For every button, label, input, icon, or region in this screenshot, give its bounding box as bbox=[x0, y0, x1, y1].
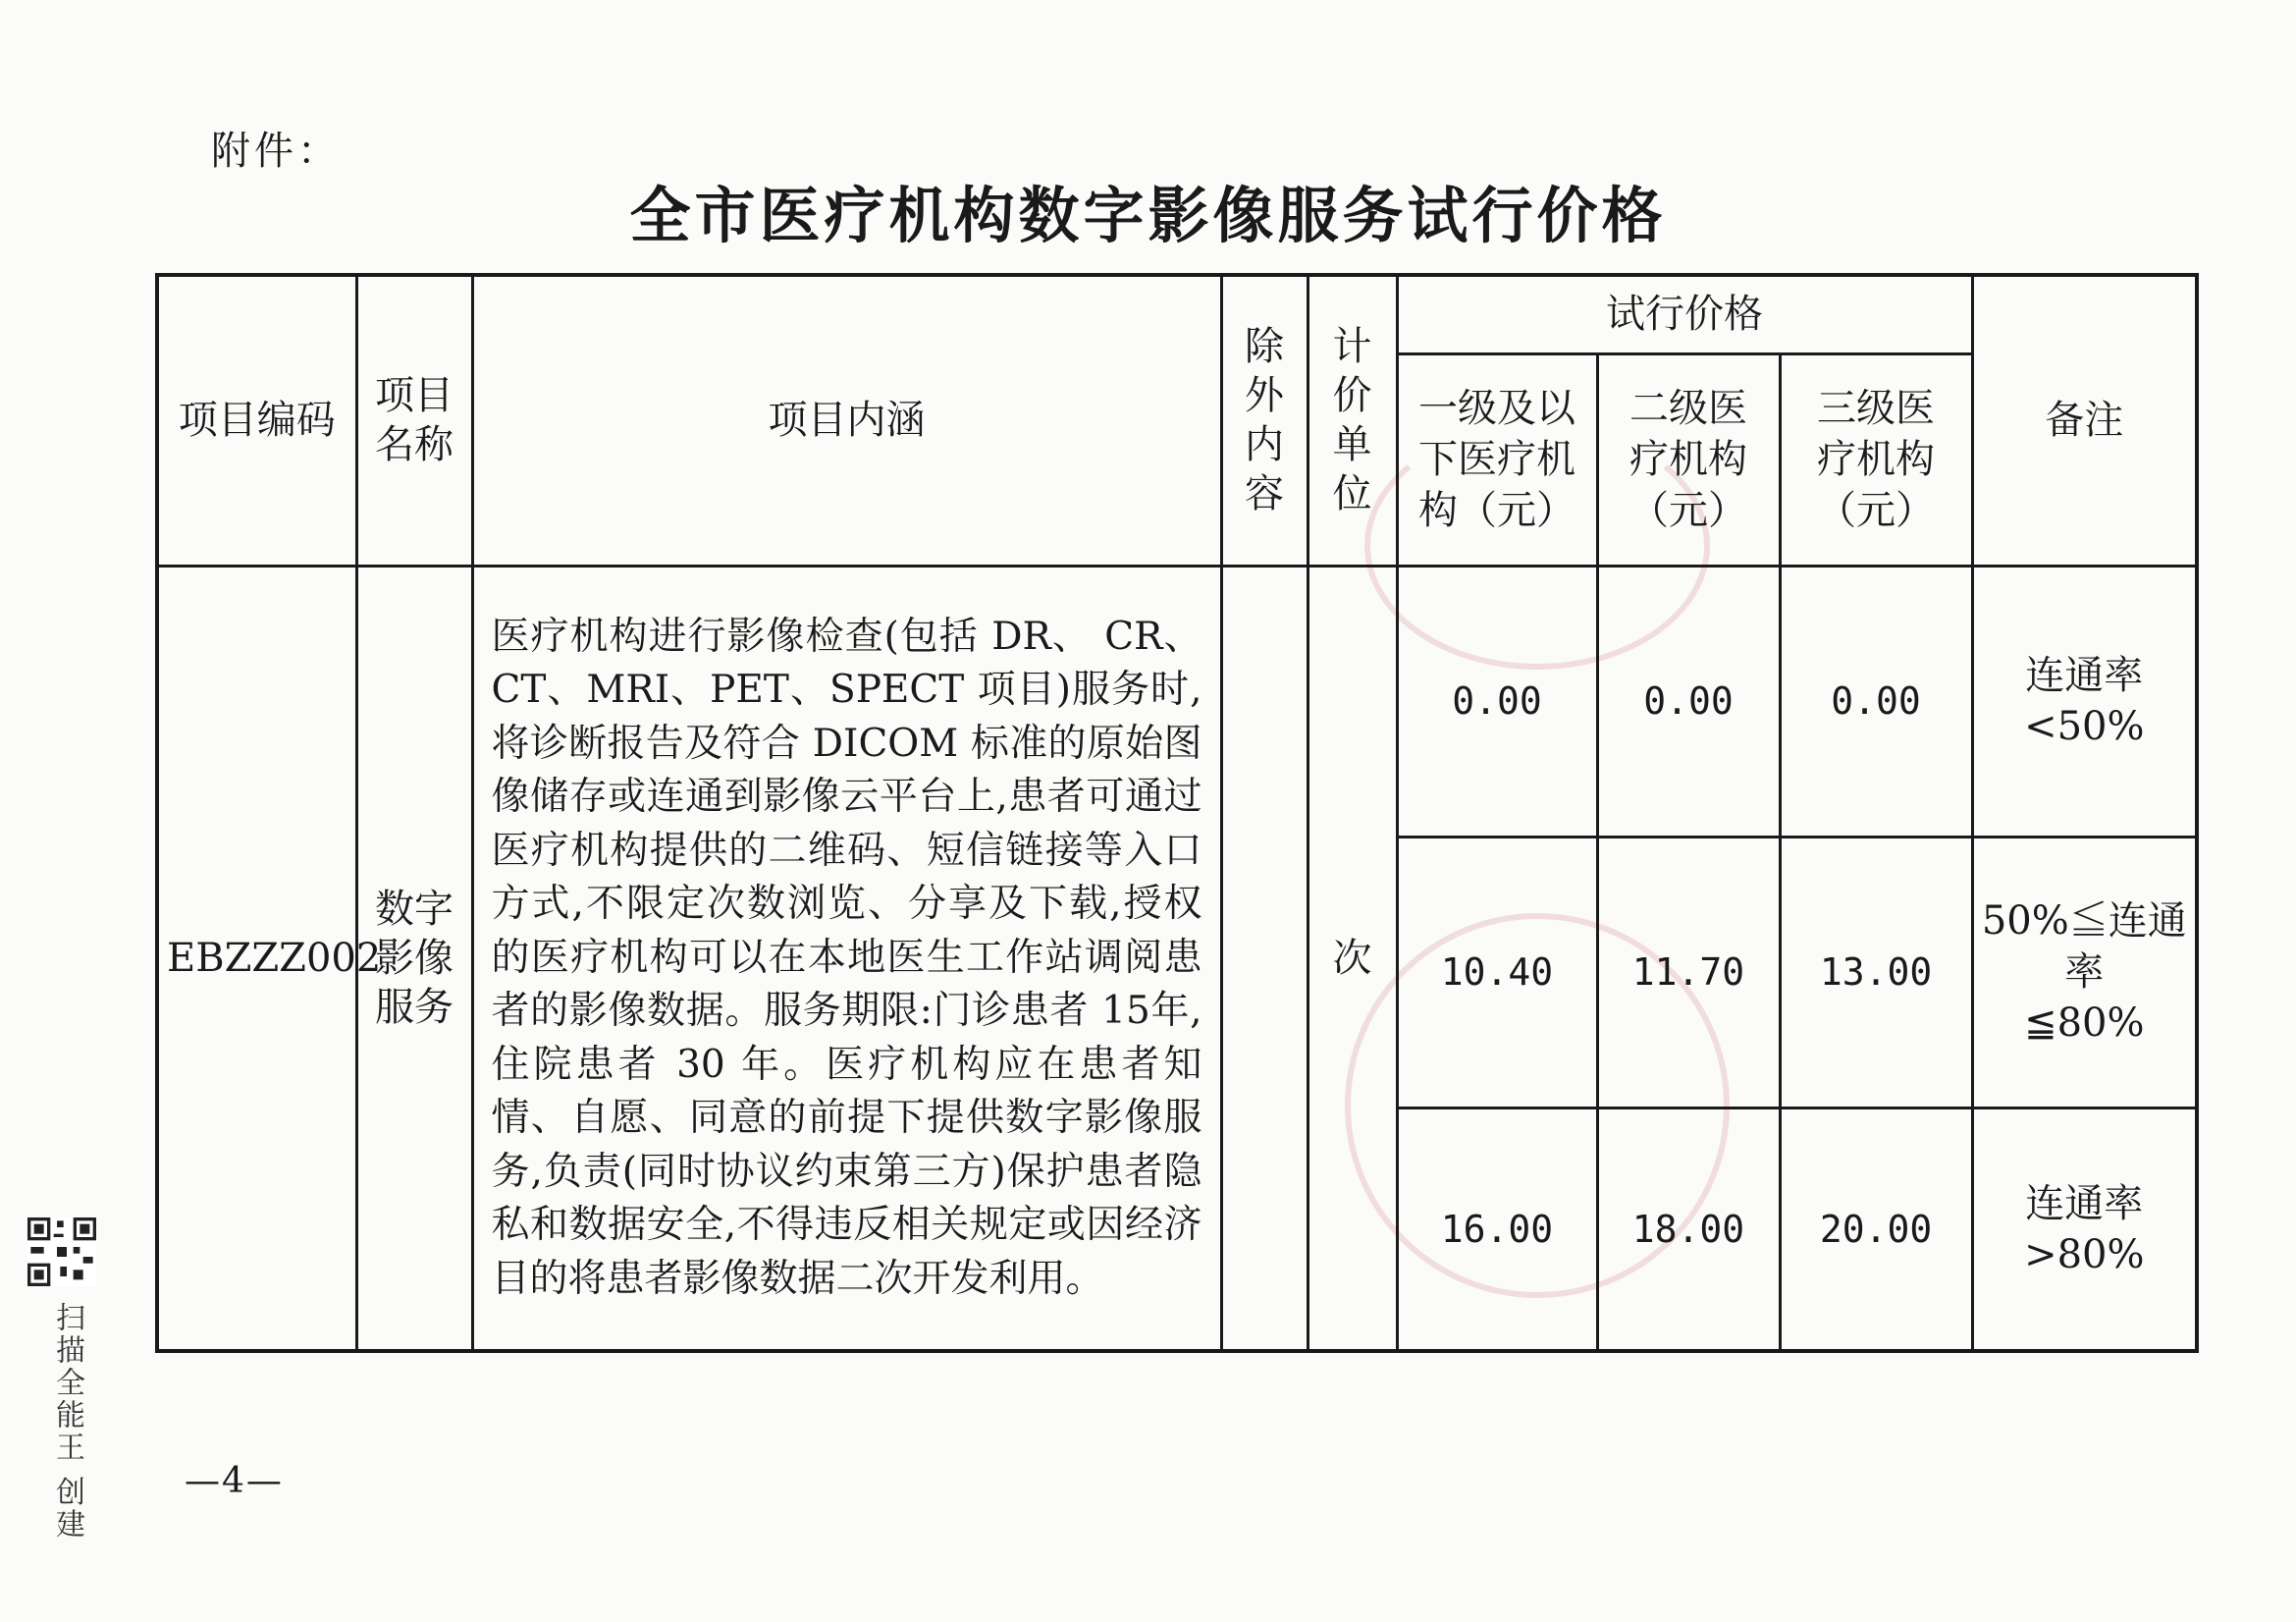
header-excluded: 除 外 内 容 bbox=[1221, 275, 1308, 566]
scanner-watermark bbox=[27, 1217, 96, 1541]
qr-code-icon bbox=[27, 1217, 96, 1286]
header-trial-price: 试行价格 bbox=[1397, 275, 1972, 353]
attachment-label: 附件： bbox=[211, 129, 341, 174]
tier-3-level1: 16.00 bbox=[1397, 1108, 1597, 1351]
cell-excluded bbox=[1221, 566, 1308, 1351]
page-number: —4— bbox=[185, 1461, 284, 1501]
price-table bbox=[155, 273, 2199, 1353]
tier-2-level3: 13.00 bbox=[1780, 837, 1972, 1108]
tier-2-level1: 10.40 bbox=[1397, 837, 1597, 1108]
tier-1-remark: 连通率<50% bbox=[1972, 566, 2197, 837]
header-unit: 计 价 单 位 bbox=[1308, 275, 1397, 566]
tier-2-remark: 50%≦连通率 ≦80% bbox=[1972, 837, 2197, 1108]
scanner-watermark-text: 扫描全能王 创建 bbox=[50, 1302, 84, 1541]
header-name: 项目 名称 bbox=[356, 275, 472, 566]
document-title: 全市医疗机构数字影像服务试行价格 bbox=[629, 180, 1667, 251]
cell-content: 医疗机构进行影像检查(包括 DR、 CR、CT、MRI、PET、SPECT 项目)服务时,将诊断报告及符合 DICOM 标准的原始图像储存或连通到影像云平台上,患者可通过医疗机构提供的二维码、短信链接等入口方式,不限定次数浏览、分享及下载,授权的医疗机构可以在本地医生工作站调阅患者的影像数据。服务期限:门诊患者 15年,住院患者 30 年。医疗机构应在患者知情、自愿、同意的前提下提供数字影像服务,负责(同时协议约束第三方)保护患者隐私和数据安全,不得违反相关规定或因经济目的将患者影像数据二次开发利用。 bbox=[472, 566, 1221, 1351]
header-level3: 三级医 疗机构 （元） bbox=[1780, 353, 1972, 566]
cell-name: 数字 影像 服务 bbox=[356, 566, 472, 1351]
table-row-tier-1 bbox=[157, 566, 2197, 837]
cell-code: EBZZZ002 bbox=[157, 566, 356, 1351]
tier-1-level1: 0.00 bbox=[1397, 566, 1597, 837]
header-remark: 备注 bbox=[1972, 275, 2197, 566]
tier-3-level2: 18.00 bbox=[1597, 1108, 1780, 1351]
header-row-top bbox=[157, 275, 2197, 353]
header-code: 项目编码 bbox=[157, 275, 356, 566]
tier-1-level2: 0.00 bbox=[1597, 566, 1780, 837]
tier-1-level3: 0.00 bbox=[1780, 566, 1972, 837]
tier-3-level3: 20.00 bbox=[1780, 1108, 1972, 1351]
header-content: 项目内涵 bbox=[472, 275, 1221, 566]
tier-3-remark: 连通率>80% bbox=[1972, 1108, 2197, 1351]
cell-unit: 次 bbox=[1308, 566, 1397, 1351]
header-level2: 二级医 疗机构 （元） bbox=[1597, 353, 1780, 566]
tier-2-level2: 11.70 bbox=[1597, 837, 1780, 1108]
header-level1: 一级及以 下医疗机 构（元） bbox=[1397, 353, 1597, 566]
